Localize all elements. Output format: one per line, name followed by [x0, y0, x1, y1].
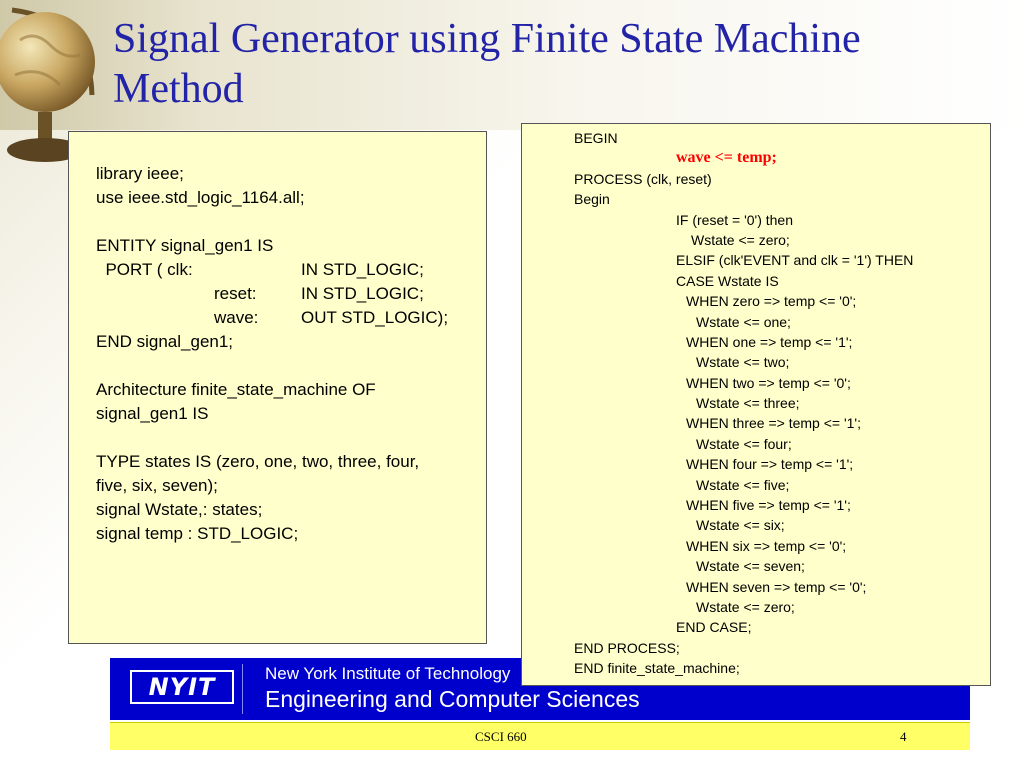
code-line — [96, 186, 486, 210]
code-line — [522, 312, 990, 332]
code-text: WHEN three => temp <= '1'; — [686, 415, 861, 432]
code-line — [96, 426, 486, 450]
footer-divider — [242, 664, 243, 714]
page-number: 4 — [900, 729, 907, 744]
footer-bar — [110, 722, 970, 750]
institution-name: New York Institute of Technology — [265, 664, 511, 683]
code-line — [522, 291, 990, 311]
code-line — [522, 495, 990, 515]
code-line — [522, 413, 990, 433]
code-text: END finite_state_machine; — [574, 660, 740, 677]
code-line — [522, 597, 990, 617]
course-label: CSCI 660 — [475, 729, 527, 744]
slide-title: Signal Generator using Finite State Machine Method — [113, 16, 861, 112]
code-text: Begin — [574, 191, 610, 208]
code-text: Wstate <= three; — [696, 395, 800, 412]
code-line — [96, 210, 486, 234]
code-text: Wstate <= four; — [696, 435, 792, 452]
code-line — [522, 536, 990, 556]
code-text: WHEN six => temp <= '0'; — [686, 537, 847, 554]
code-text: ELSIF (clk'EVENT and clk = '1') THEN — [676, 252, 914, 269]
code-text: WHEN two => temp <= '0'; — [686, 374, 851, 391]
port-type: IN STD_LOGIC; — [301, 260, 424, 279]
code-text: Wstate <= one; — [696, 313, 791, 330]
code-line — [96, 282, 486, 306]
code-line — [96, 330, 486, 354]
port-name: wave: — [214, 308, 259, 327]
code-text: Wstate <= zero; — [696, 598, 795, 615]
nyit-logo: NYIT — [130, 670, 234, 704]
code-text: TYPE states IS (zero, one, two, three, four, — [96, 452, 420, 471]
code-text: CASE Wstate IS — [676, 272, 779, 289]
code-line — [522, 169, 990, 189]
code-line — [96, 402, 486, 426]
entity-code-box — [68, 131, 487, 644]
code-line — [522, 515, 990, 535]
code-text: END signal_gen1; — [96, 332, 234, 351]
port-type: OUT STD_LOGIC); — [301, 308, 449, 327]
code-line — [522, 250, 990, 270]
code-text: WHEN four => temp <= '1'; — [686, 456, 854, 473]
code-text: Wstate <= five; — [696, 476, 790, 493]
process-code-box — [521, 123, 991, 686]
code-text: WHEN one => temp <= '1'; — [686, 333, 853, 350]
code-text: WHEN five => temp <= '1'; — [686, 497, 851, 514]
code-line-highlight — [522, 148, 990, 168]
code-line — [522, 128, 990, 148]
code-line — [522, 638, 990, 658]
code-line — [96, 378, 486, 402]
code-text: wave <= temp; — [676, 149, 777, 167]
code-line — [522, 617, 990, 637]
code-line — [522, 393, 990, 413]
code-line — [522, 577, 990, 597]
code-line — [522, 189, 990, 209]
code-line — [522, 454, 990, 474]
code-text: PORT ( clk: — [96, 260, 193, 279]
code-text: Architecture finite_state_machine OF — [96, 380, 376, 399]
code-text: BEGIN — [574, 130, 618, 146]
code-line — [96, 474, 486, 498]
code-line — [522, 556, 990, 576]
code-text: library ieee; — [96, 164, 184, 183]
code-line — [522, 352, 990, 372]
code-text: Wstate <= zero; — [691, 231, 790, 248]
code-text: signal Wstate,: states; — [96, 500, 263, 519]
port-type: IN STD_LOGIC; — [301, 284, 424, 303]
code-text: Wstate <= six; — [696, 517, 785, 534]
code-line — [96, 162, 486, 186]
code-text: use ieee.std_logic_1164.all; — [96, 188, 305, 207]
code-text: ENTITY signal_gen1 IS — [96, 236, 274, 255]
code-line — [96, 498, 486, 522]
code-line — [522, 210, 990, 230]
code-text: five, six, seven); — [96, 476, 218, 495]
code-text: WHEN seven => temp <= '0'; — [686, 578, 867, 595]
code-text: END CASE; — [676, 619, 752, 636]
code-line — [96, 354, 486, 378]
code-line — [522, 271, 990, 291]
code-line — [522, 230, 990, 250]
code-line — [96, 234, 486, 258]
code-text: signal temp : STD_LOGIC; — [96, 524, 299, 543]
code-text: IF (reset = '0') then — [676, 211, 794, 228]
code-text: END PROCESS; — [574, 639, 680, 656]
code-line — [96, 258, 486, 282]
code-text: Wstate <= seven; — [696, 558, 805, 575]
code-line — [96, 450, 486, 474]
code-line — [522, 332, 990, 352]
code-line — [96, 522, 486, 546]
code-text: Wstate <= two; — [696, 354, 790, 371]
code-line — [522, 434, 990, 454]
code-line — [96, 306, 486, 330]
code-line — [522, 658, 990, 678]
code-line — [522, 475, 990, 495]
code-line — [522, 373, 990, 393]
code-text: signal_gen1 IS — [96, 404, 209, 423]
code-text: WHEN zero => temp <= '0'; — [686, 293, 857, 310]
code-text: PROCESS (clk, reset) — [574, 170, 712, 187]
port-name: reset: — [214, 284, 257, 303]
department-name: Engineering and Computer Sciences — [265, 686, 640, 712]
